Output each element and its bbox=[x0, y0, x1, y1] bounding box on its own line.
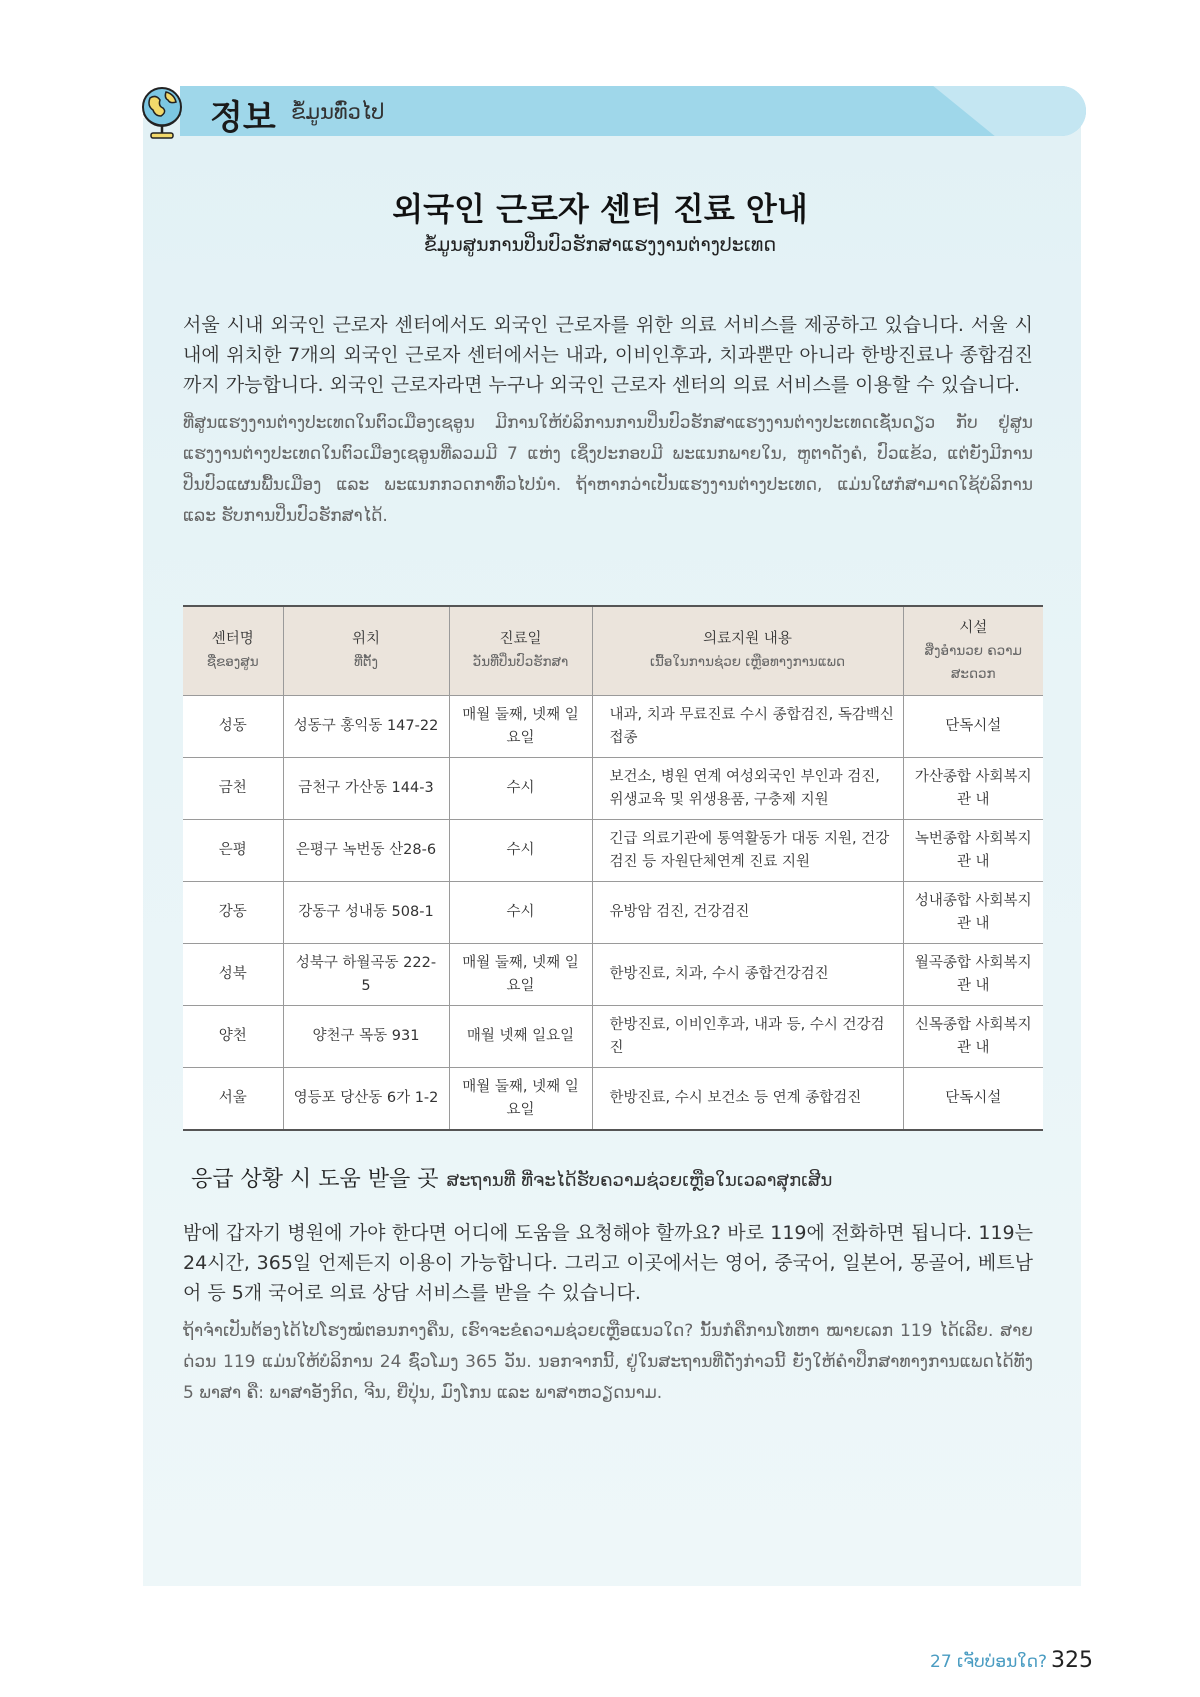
cell-location: 영등포 당산동 6가 1-2 bbox=[283, 1068, 449, 1131]
cell-facility: 성내종합 사회복지관 내 bbox=[903, 882, 1043, 944]
cell-days: 수시 bbox=[449, 820, 592, 882]
cell-facility: 녹번종합 사회복지관 내 bbox=[903, 820, 1043, 882]
intro-lao: ທີ່ສູນແຮງງານຕ່າງປະເທດໃນຕົວເມືອງເຊອູນ ມີການໃຫ້ບໍລິການການປິ່ນປົວຮັກສາແຮງງານຕ່າງປະເທດເຊັ່ນດຽວ ກັບ ຢູ່ສູນແຮງງານຕ່າງປະເທດໃນຕົວເມືອງເຊອູນທີ່ລວມມີ 7 ແຫ່ງ ເຊິ່ງປະກອບມີ ພະແນກພາຍໃນ, ຫູຕາດັງຄໍ, ປົວແຂ້ວ, ແຕ່ຍັງມີການປິ່ນປົວແຜນພື້ນເມືອງ ແລະ ພະແນກກວດກາທົ່ວໄປນຳ. ຖ້າຫາກວ່າເປັນແຮງງານຕ່າງປະເທດ, ແມ່ນໃຜກໍສາມາດໃຊ້ບໍລິການ ແລະ ຮັບການປິ່ນປົວຮັກສາໄດ້. bbox=[183, 413, 1033, 526]
cell-facility: 신목종합 사회복지관 내 bbox=[903, 1006, 1043, 1068]
cell-location: 은평구 녹번동 산28-6 bbox=[283, 820, 449, 882]
cell-support: 한방진료, 치과, 수시 종합건강검진 bbox=[592, 944, 903, 1006]
cell-support: 유방암 검진, 건강검진 bbox=[592, 882, 903, 944]
header-facility: 시설 ສິ່ງອຳນວຍ ຄວາມສະດວກ bbox=[903, 606, 1043, 696]
emergency-heading bbox=[191, 1162, 832, 1193]
cell-location: 성동구 홍익동 147-22 bbox=[283, 696, 449, 758]
emergency-heading-lao: ສະຖານທີ່ ທີ່ຈະໄດ້ຮັບຄວາມຊ່ວຍເຫຼືອໃນເວລາສຸກເສີນ bbox=[446, 1170, 833, 1191]
page-title: 외국인 근로자 센터 진료 안내 bbox=[392, 190, 808, 228]
cell-days: 매월 둘째, 넷째 일요일 bbox=[449, 1068, 592, 1131]
section-title: 정보 bbox=[210, 98, 276, 138]
table-row bbox=[183, 820, 1043, 882]
cell-days: 매월 둘째, 넷째 일요일 bbox=[449, 944, 592, 1006]
cell-days: 수시 bbox=[449, 758, 592, 820]
cell-days: 수시 bbox=[449, 882, 592, 944]
cell-support: 내과, 치과 무료진료 수시 종합검진, 독감백신접종 bbox=[592, 696, 903, 758]
intro-korean: 서울 시내 외국인 근로자 센터에서도 외국인 근로자를 위한 의료 서비스를 제공하고 있습니다. 서울 시내에 위치한 7개의 외국인 근로자 센터에서는 내과, 이비인후과, 치과뿐만 아니라 한방진료나 종합검진까지 가능합니다. 외국인 근로자라면 누구나 외국인 근로자 센터의 의료 서비스를 이용할 수 있습니다. bbox=[183, 314, 1033, 396]
page-footer bbox=[930, 1648, 1093, 1673]
cell-center-name: 양천 bbox=[183, 1006, 283, 1068]
table-row bbox=[183, 1068, 1043, 1131]
globe-icon bbox=[138, 84, 188, 140]
cell-support: 긴급 의료기관에 통역활동가 대동 지원, 건강검진 등 자원단체연계 진료 지원 bbox=[592, 820, 903, 882]
cell-location: 성북구 하월곡동 222-5 bbox=[283, 944, 449, 1006]
cell-center-name: 은평 bbox=[183, 820, 283, 882]
emergency-heading-korean: 응급 상황 시 도움 받을 곳 bbox=[191, 1167, 439, 1192]
table-row bbox=[183, 1006, 1043, 1068]
table-row bbox=[183, 758, 1043, 820]
header-location: 위치 ທີ່ຕັ້ງ bbox=[283, 606, 449, 696]
page-number: 325 bbox=[1051, 1648, 1093, 1673]
cell-facility: 단독시설 bbox=[903, 696, 1043, 758]
cell-facility: 가산종합 사회복지관 내 bbox=[903, 758, 1043, 820]
cell-facility: 월곡종합 사회복지관 내 bbox=[903, 944, 1043, 1006]
cell-support: 한방진료, 이비인후과, 내과 등, 수시 건강검진 bbox=[592, 1006, 903, 1068]
cell-days: 매월 둘째, 넷째 일요일 bbox=[449, 696, 592, 758]
cell-support: 보건소, 병원 연계 여성외국인 부인과 검진, 위생교육 및 위생용품, 구충제 지원 bbox=[592, 758, 903, 820]
cell-support: 한방진료, 수시 보건소 등 연계 종합검진 bbox=[592, 1068, 903, 1131]
cell-days: 매월 넷째 일요일 bbox=[449, 1006, 592, 1068]
header-support: 의료지원 내용 ເນື້ອໃນການຊ່ວຍ ເຫຼືອທາງການແພດ bbox=[592, 606, 903, 696]
table-row bbox=[183, 944, 1043, 1006]
cell-location: 강동구 성내동 508-1 bbox=[283, 882, 449, 944]
table-header-row bbox=[183, 606, 1043, 696]
emergency-korean: 밤에 갑자기 병원에 가야 한다면 어디에 도움을 요청해야 할까요? 바로 119에 전화하면 됩니다. 119는 24시간, 365일 언제든지 이용이 가능합니다. 그리고 이곳에서는 영어, 중국어, 일본어, 몽골어, 베트남어 등 5개 국어로 의료 상담 서비스를 받을 수 있습니다. bbox=[183, 1222, 1033, 1304]
table-row bbox=[183, 696, 1043, 758]
header-days: 진료일 ວັນທີ່ປິ່ນປົວຮັກສາ bbox=[449, 606, 592, 696]
cell-facility: 단독시설 bbox=[903, 1068, 1043, 1131]
cell-center-name: 서울 bbox=[183, 1068, 283, 1131]
cell-location: 양천구 목동 931 bbox=[283, 1006, 449, 1068]
page-subtitle: ຂໍ້ມູນສູນການປິ່ນປົວຮັກສາແຮງງານຕ່າງປະເທດ bbox=[423, 234, 777, 256]
cell-location: 금천구 가산동 144-3 bbox=[283, 758, 449, 820]
cell-center-name: 금천 bbox=[183, 758, 283, 820]
section-subtitle: ຂໍ້ມູນທົ່ວໄປ bbox=[291, 100, 385, 124]
chapter-label: 27 ເຈັບບ່ອນໃດ? bbox=[930, 1652, 1047, 1672]
cell-center-name: 성동 bbox=[183, 696, 283, 758]
header-center-name: 센터명 ຊື່ຂອງສູນ bbox=[183, 606, 283, 696]
centers-table bbox=[183, 605, 1043, 1131]
cell-center-name: 성북 bbox=[183, 944, 283, 1006]
table-row bbox=[183, 882, 1043, 944]
emergency-lao: ຖ້າຈຳເປັນຕ້ອງໄດ້ໄປໂຮງໝໍຕອນກາງຄືນ, ເຮົາຈະຂໍຄວາມຊ່ວຍເຫຼືອແນວໃດ? ນັ້ນກໍຄືການໂທຫາ ໝາຍເລກ 119 ໄດ້ເລີຍ. ສາຍດ່ວນ 119 ແມ່ນໃຫ້ບໍລິການ 24 ຊົ່ວໂມງ 365 ວັນ. ນອກຈາກນີ້, ຢູ່ໃນສະຖານທີ່ດັ່ງກ່າວນີ້ ຍັງໃຫ້ຄຳປຶກສາທາງການແພດໄດ້ທັງ 5 ພາສາ ຄື: ພາສາອັງກິດ, ຈີນ, ຍີ່ປຸ່ນ, ມົງໂກນ ແລະ ພາສາຫວຽດນາມ. bbox=[183, 1321, 1033, 1403]
cell-center-name: 강동 bbox=[183, 882, 283, 944]
